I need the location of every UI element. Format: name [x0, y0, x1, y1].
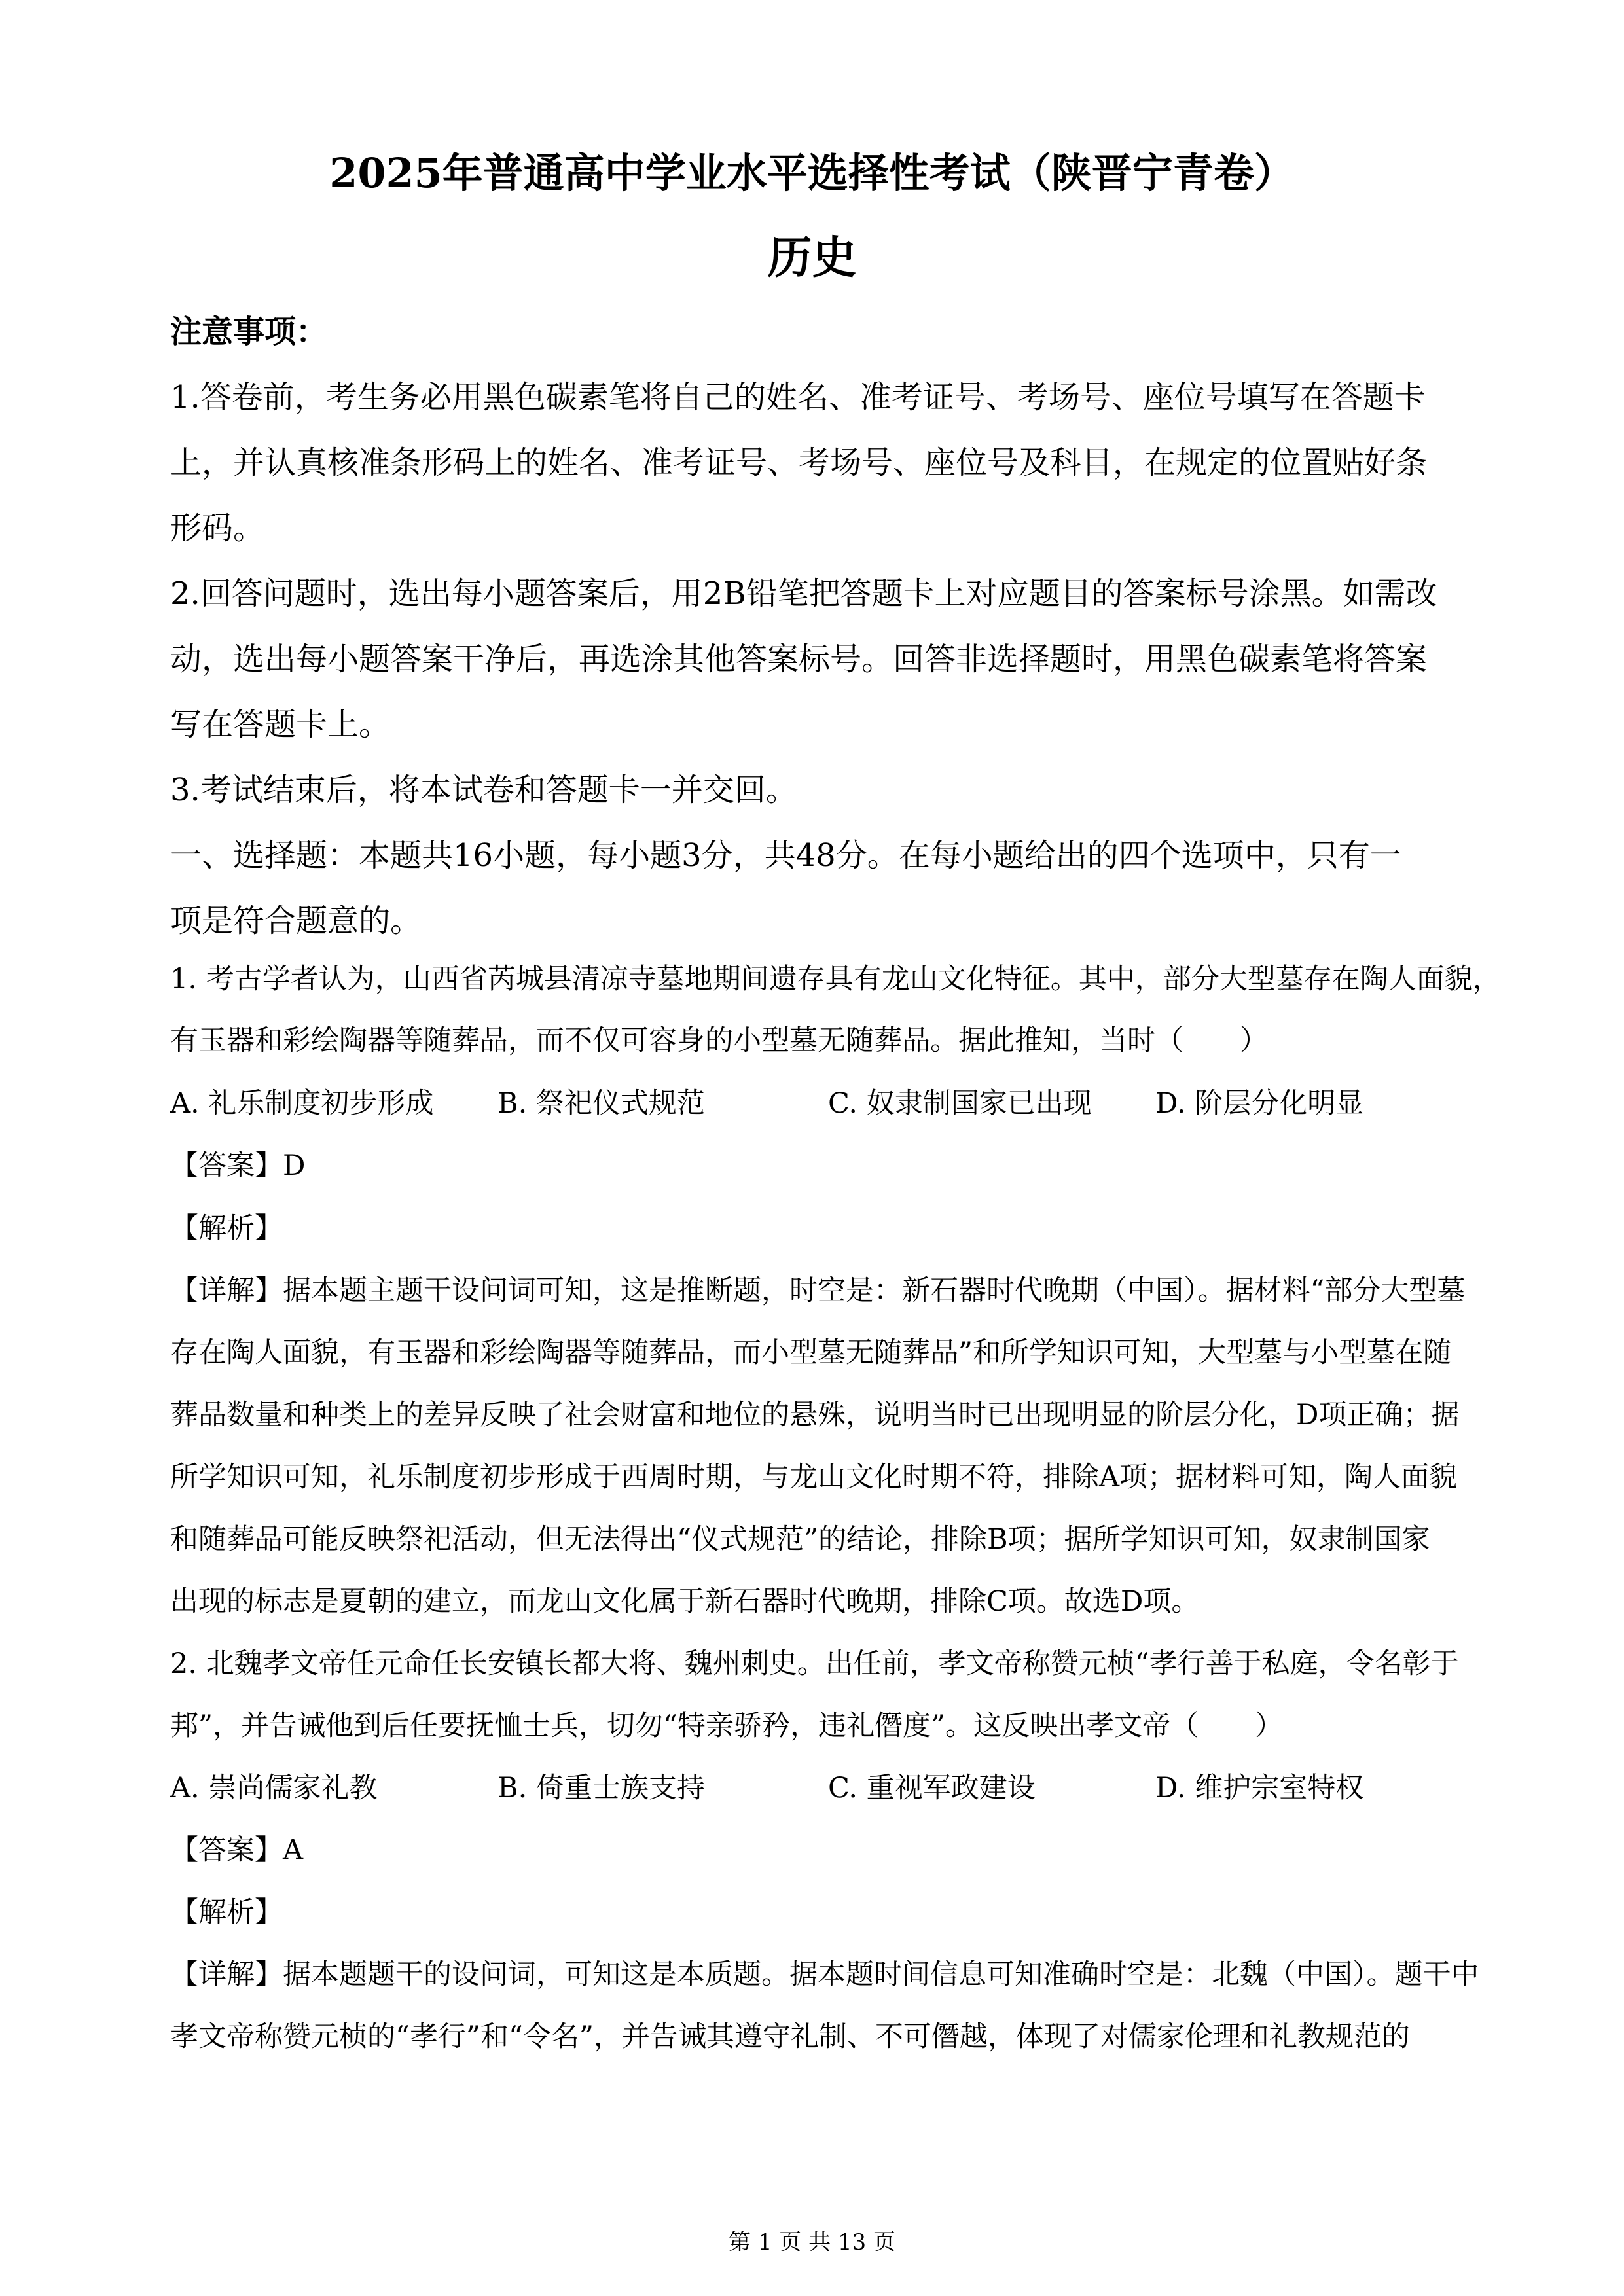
- question-1-options: [170, 1081, 1466, 1121]
- detail-line: 出现的标志是夏朝的建立，而龙山文化属于新石器时代晚期，排除C项。故选D项。: [170, 1585, 1200, 1618]
- option-b: B. 祭祀仪式规范: [497, 1087, 705, 1120]
- notice-line: 写在答题卡上。: [170, 706, 391, 743]
- option-a: A. 礼乐制度初步形成: [170, 1087, 434, 1120]
- notice-line: 动，选出每小题答案干净后，再选涂其他答案标号。回答非选择题时，用黑色碳素笔将答案: [170, 641, 1428, 677]
- option-d: D. 阶层分化明显: [1155, 1087, 1364, 1120]
- subject-title: 历史: [767, 232, 857, 284]
- option-c: C. 奴隶制国家已出现: [828, 1087, 1092, 1120]
- notice-heading: 注意事项：: [170, 314, 328, 350]
- notice-line: 形码。: [170, 510, 265, 547]
- option-d: D. 维护宗室特权: [1155, 1772, 1364, 1804]
- answer-label: 【答案】D: [170, 1149, 306, 1182]
- detail-line: 【详解】据本题题干的设问词，可知这是本质题。据本题时间信息可知准确时空是：北魏（中国）。题干中: [170, 1958, 1479, 1991]
- question-2-stem: 邦”，并告诫他到后任要抚恤士兵，切勿“特亲骄矜，违礼僭度”。这反映出孝文帝（ ）: [170, 1710, 1283, 1742]
- exam-title: 2025年普通高中学业水平选择性考试（陕晋宁青卷）: [329, 149, 1295, 197]
- answer-label: 【答案】A: [170, 1834, 304, 1867]
- detail-line: 所学知识可知，礼乐制度初步形成于西周时期，与龙山文化时期不符，排除A项；据材料可知，陶人面貌: [170, 1461, 1458, 1494]
- page-number: 第 1 页 共 13 页: [729, 2229, 895, 2255]
- section-heading: 项是符合题意的。: [170, 903, 422, 939]
- detail-line: 孝文帝称赞元桢的“孝行”和“令名”，并告诫其遵守礼制、不可僭越，体现了对儒家伦理和礼教规范的: [170, 2020, 1410, 2053]
- notice-line: 1.答卷前，考生务必用黑色碳素笔将自己的姓名、准考证号、考场号、座位号填写在答题卡: [170, 379, 1426, 416]
- analysis-label: 【解析】: [170, 1212, 283, 1245]
- section-heading: 一、选择题：本题共16小题，每小题3分，共48分。在每小题给出的四个选项中，只有一: [170, 837, 1401, 874]
- notice-line: 2.回答问题时，选出每小题答案后，用2B铅笔把答题卡上对应题目的答案标号涂黑。如需改: [170, 575, 1437, 612]
- question-2-stem: 2. 北魏孝文帝任元命任长安镇长都大将、魏州刺史。出任前，孝文帝称赞元桢“孝行善于私庭，令名彰于: [170, 1647, 1459, 1680]
- notice-line: 上，并认真核准条形码上的姓名、准考证号、考场号、座位号及科目，在规定的位置贴好条: [170, 444, 1428, 481]
- question-1-stem: 有玉器和彩绘陶器等随葬品，而不仅可容身的小型墓无随葬品。据此推知，当时（ ）: [170, 1024, 1268, 1057]
- option-b: B. 倚重士族支持: [497, 1772, 705, 1804]
- option-a: A. 崇尚儒家礼教: [170, 1772, 378, 1804]
- detail-line: 和随葬品可能反映祭祀活动，但无法得出“仪式规范”的结论，排除B项；据所学知识可知，奴隶制国家: [170, 1523, 1430, 1556]
- analysis-label: 【解析】: [170, 1896, 283, 1929]
- option-c: C. 重视军政建设: [828, 1772, 1036, 1804]
- detail-line: 【详解】据本题主题干设问词可知，这是推断题，时空是：新石器时代晚期（中国）。据材料“部分大型墓: [170, 1274, 1466, 1307]
- question-1-stem: 1. 考古学者认为，山西省芮城县清凉寺墓地期间遗存具有龙山文化特征。其中，部分大型墓存在陶人面貌，: [170, 963, 1501, 996]
- detail-line: 葬品数量和种类上的差异反映了社会财富和地位的悬殊，说明当时已出现明显的阶层分化，D项正确；据: [170, 1399, 1460, 1431]
- question-2-options: [170, 1766, 1466, 1805]
- detail-line: 存在陶人面貌，有玉器和彩绘陶器等随葬品，而小型墓无随葬品”和所学知识可知，大型墓与小型墓在随: [170, 1336, 1451, 1369]
- notice-line: 3.考试结束后，将本试卷和答题卡一并交回。: [170, 772, 797, 808]
